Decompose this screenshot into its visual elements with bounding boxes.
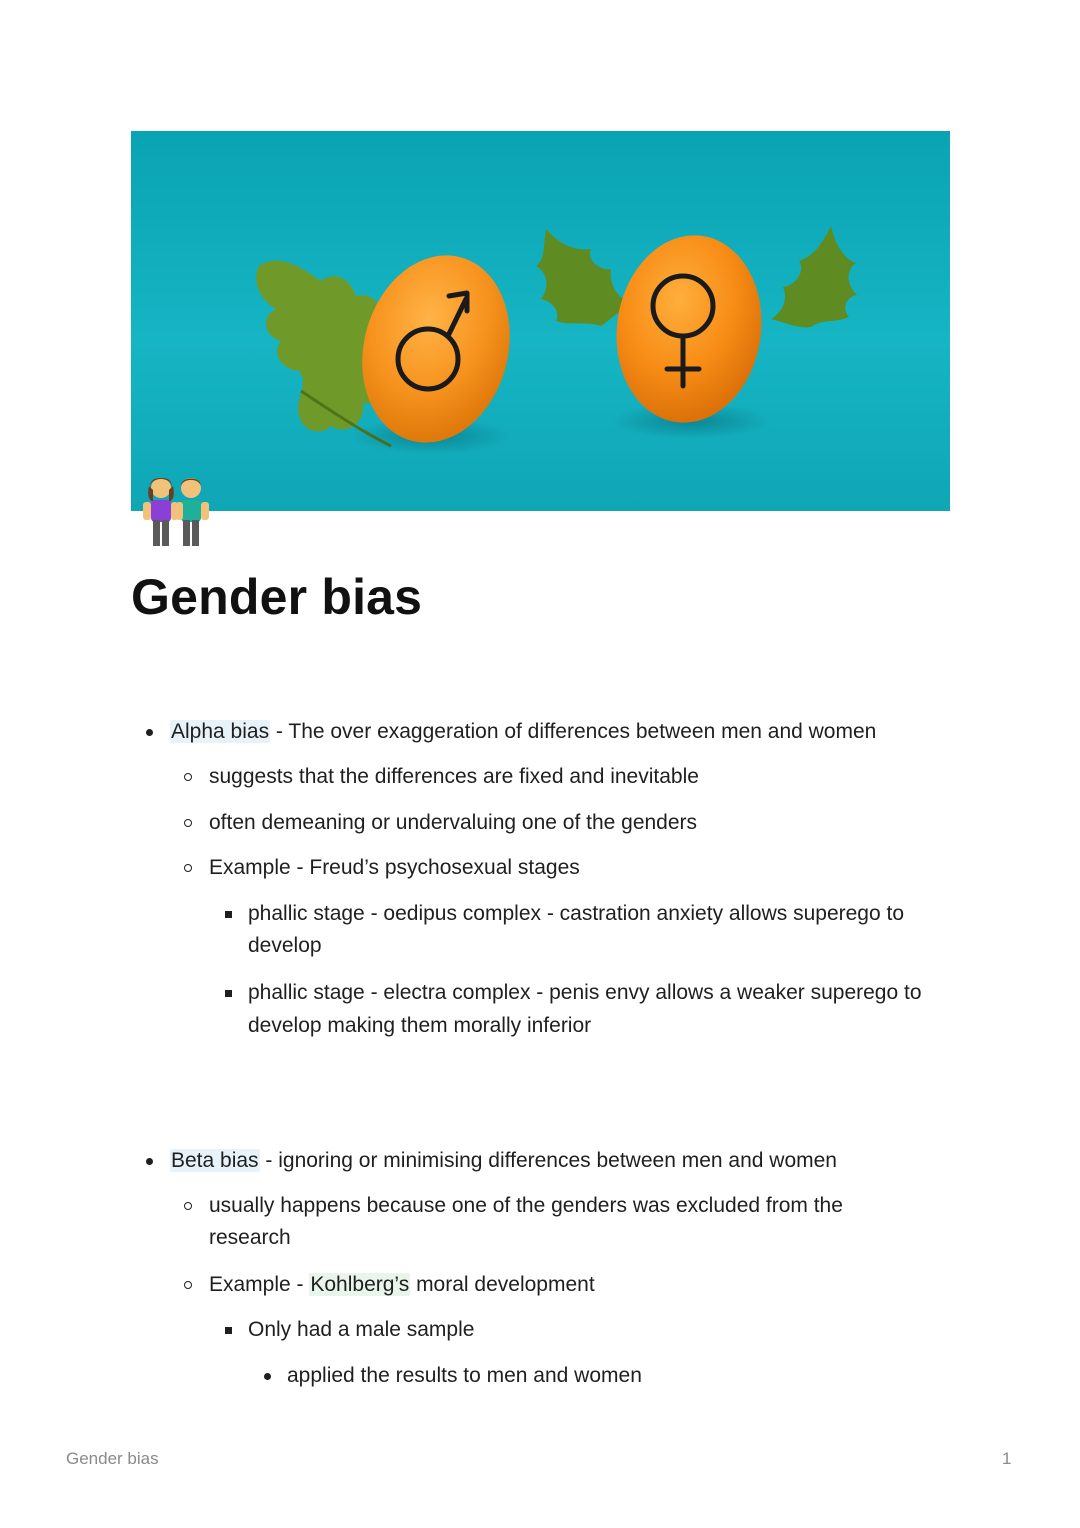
bullet-disc xyxy=(146,729,153,736)
list-item: usually happens because one of the genders was excluded from the xyxy=(209,1194,843,1217)
list-item: Example - Freud’s psychosexual stages xyxy=(209,856,580,879)
term-alpha-bias: Alpha bias xyxy=(171,720,270,743)
highlight-kohlberg: Kohlberg’s xyxy=(310,1273,410,1296)
list-item-kohlberg: Example - Kohlberg’s moral development xyxy=(209,1273,595,1296)
couple-icon xyxy=(133,470,217,552)
list-item: phallic stage - oedipus complex - castration anxiety allows superego to xyxy=(248,902,905,925)
bullet-square xyxy=(225,1327,232,1334)
footer-page-number: 1 xyxy=(1002,1449,1012,1468)
bullet-square xyxy=(225,911,232,918)
bullet-disc xyxy=(264,1373,271,1380)
bullet-circle xyxy=(184,1202,192,1210)
list-item-beta-bias: Beta bias - ignoring or minimising differences between men and women xyxy=(171,1149,837,1172)
list-item: often demeaning or undervaluing one of the genders xyxy=(209,811,698,834)
list-item: suggests that the differences are fixed and inevitable xyxy=(209,765,699,788)
female-egg xyxy=(605,226,774,432)
bullet-circle xyxy=(184,1281,192,1289)
list-item-alpha-bias: Alpha bias - The over exaggeration of differences between men and women xyxy=(171,720,877,743)
list-item: applied the results to men and women xyxy=(287,1364,642,1387)
bullet-circle xyxy=(184,773,192,781)
list-item: Only had a male sample xyxy=(248,1318,475,1341)
list-item-continuation: research xyxy=(209,1226,291,1249)
bullet-square xyxy=(225,990,232,997)
bullet-circle xyxy=(184,819,192,827)
term-beta-bias: Beta bias xyxy=(171,1149,259,1172)
cover-image xyxy=(131,131,950,511)
bullet-disc xyxy=(146,1158,153,1165)
footer-doc-name: Gender bias xyxy=(66,1449,159,1468)
page-title: Gender bias xyxy=(131,569,423,625)
eggs-illustration xyxy=(131,131,950,511)
list-item-continuation: develop xyxy=(248,934,322,957)
list-item-continuation: develop making them morally inferior xyxy=(248,1014,592,1037)
list-item: phallic stage - electra complex - penis envy allows a weaker superego to xyxy=(248,981,922,1004)
bullet-circle xyxy=(184,864,192,872)
